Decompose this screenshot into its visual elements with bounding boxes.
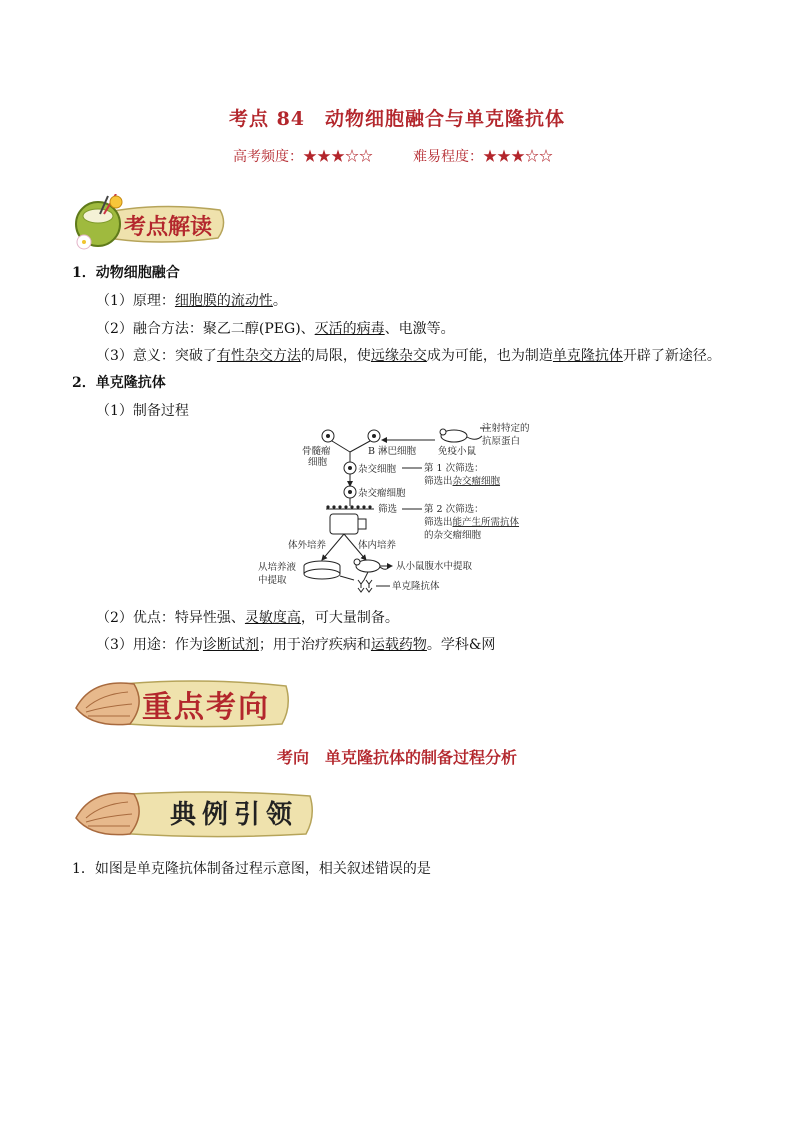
direction-subheading: 考向 单克隆抗体的制备过程分析 [276,748,517,767]
underlined-term: 细胞膜的流动性 [174,293,273,309]
underlined-term: 能产生所需抗体 [452,517,520,528]
antigen-label-2: 抗原蛋白 [482,436,521,447]
underlined-term: 灵敏度高 [244,610,301,626]
culture-bottle-icon [330,514,366,534]
difficulty-stars: ★★★☆☆ [483,149,553,165]
antibody-preparation-diagram [250,420,550,600]
underlined-term: 远缘杂交 [370,348,427,364]
banner-analysis [70,194,230,248]
invivo-label: 体内培养 [358,540,397,551]
text: （2）优点：特异性强、 [96,610,245,626]
myeloma-label: 骨髓瘤 [302,446,331,457]
banner-example-label: 典例引领 [170,800,299,830]
underlined-term: 灭活的病毒 [314,321,385,337]
section-heading-fusion: 1．动物细胞融合 [72,265,180,281]
text: 。学科&网 [426,637,496,653]
question-1: 1．如图是单克隆抗体制备过程示意图，相关叙述错误的是 [72,861,431,877]
frequency-label: 高考频度： [233,149,303,165]
text: 、电激等。 [384,321,455,337]
immunized-mouse-icon [440,429,482,442]
text: 成为可能，也为制造 [426,348,553,364]
hybridoma-label: 杂交瘤细胞 [358,488,406,499]
banner-example [72,784,316,844]
antibody-icon [358,580,372,592]
mouse-label: 免疫小鼠 [438,446,477,457]
text: （1）原理： [96,293,175,309]
text: 筛选出 [424,476,453,487]
fusion-significance [96,345,721,365]
text: 的局限，使 [300,348,371,364]
extract-label-1: 从培养液 [258,562,297,573]
text: （3）用途：作为 [96,637,203,653]
underlined-term: 诊断试剂 [202,637,259,653]
antigen-label-1: 注射特定的 [482,423,530,434]
difficulty-label: 难易程度： [413,149,483,165]
preparation-process-label: （1）制备过程 [96,403,189,419]
text: （3）意义：突破了 [96,348,217,364]
underlined-term: 有性杂交方法 [216,348,301,364]
screen2-label-b [424,516,520,528]
underlined-term: 运载药物 [370,637,427,653]
petri-dish-icon [304,561,340,579]
underlined-term: 杂交瘤细胞 [452,476,501,487]
text: ，可大量制备。 [300,610,399,626]
screening-label: 筛选 [378,504,398,515]
ascites-label: 从小鼠腹水中提取 [396,561,473,572]
underlined-term: 单克隆抗体 [552,348,623,364]
section-heading-antibody: 2．单克隆抗体 [72,375,166,391]
extract-label-2: 中提取 [258,575,287,586]
antibody-advantages [96,607,399,627]
fusion-principle [96,290,287,310]
banner-analysis-label: 考点解读 [124,215,213,240]
fusion-methods [96,318,455,338]
myeloma-label-2: 细胞 [308,457,328,468]
invitro-label: 体外培养 [288,540,327,551]
banner-key-directions [72,672,292,732]
text: 。 [272,293,287,309]
screen2-label-a: 第 2 次筛选： [424,504,484,515]
screen1-label-b [424,475,501,487]
bcell-label: B 淋巴细胞 [368,446,417,457]
banner-key-directions-label: 重点考向 [142,690,270,725]
page-title: 考点 84 动物细胞融合与单克隆抗体 [228,108,566,130]
text: ；用于治疗疾病和 [258,637,371,653]
frequency-stars: ★★★☆☆ [303,149,373,165]
frequency-rating [233,146,373,166]
screen2-label-c: 的杂交瘤细胞 [424,530,482,541]
text: 筛选出 [424,517,453,528]
text: （2）融合方法：聚乙二醇(PEG)、 [96,321,315,337]
difficulty-rating [413,146,553,166]
antibody-uses [96,634,495,654]
text: 开辟了新途径。 [622,348,721,364]
hybrid-label: 杂交细胞 [358,464,397,475]
antibody-label: 单克隆抗体 [392,581,440,592]
screen1-label-a: 第 1 次筛选： [424,463,484,474]
